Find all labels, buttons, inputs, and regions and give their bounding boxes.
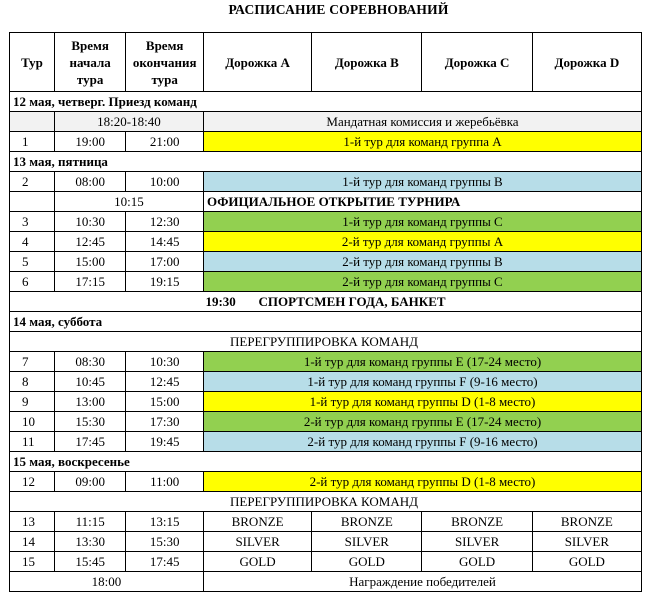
header-lane-c: Дорожка С (422, 33, 532, 92)
end-time: 19:15 (126, 272, 204, 292)
tour-number: 4 (10, 232, 55, 252)
start-time: 10:30 (54, 212, 125, 232)
schedule-table (9, 32, 642, 592)
tour-number: 10 (10, 412, 55, 432)
table-row (10, 392, 642, 412)
end-time: 19:45 (126, 432, 204, 452)
table-row (10, 432, 642, 452)
header-lane-a: Дорожка А (203, 33, 311, 92)
table-row (10, 272, 642, 292)
banquet-time: 19:30 (205, 294, 236, 309)
start-time: 17:15 (54, 272, 125, 292)
lane-a-cell: BRONZE (203, 512, 311, 532)
tour-number: 8 (10, 372, 55, 392)
start-time: 13:30 (54, 532, 125, 552)
tour-cell (10, 112, 55, 132)
end-time: 12:30 (126, 212, 204, 232)
end-time: 10:30 (126, 352, 204, 372)
start-time: 11:15 (54, 512, 125, 532)
event-cell: Мандатная комиссия и жеребьёвка (203, 112, 641, 132)
end-time: 15:00 (126, 392, 204, 412)
event-cell: 2-й тур для команд группы Е (17-24 место) (203, 412, 641, 432)
day-row (10, 152, 642, 172)
start-time: 17:45 (54, 432, 125, 452)
header-end-time: Время окончания тура (126, 33, 204, 92)
tour-number: 13 (10, 512, 55, 532)
start-time: 08:00 (54, 172, 125, 192)
tour-number: 9 (10, 392, 55, 412)
time-cell: 10:15 (54, 192, 203, 212)
end-time: 15:30 (126, 532, 204, 552)
tour-number: 12 (10, 472, 55, 492)
tour-number: 1 (10, 132, 55, 152)
tour-number: 14 (10, 532, 55, 552)
header-tour: Тур (10, 33, 55, 92)
time-cell: 18:20-18:40 (54, 112, 203, 132)
table-row (10, 132, 642, 152)
table-row (10, 412, 642, 432)
event-cell: ОФИЦИАЛЬНОЕ ОТКРЫТИЕ ТУРНИРА (203, 192, 641, 212)
start-time: 12:45 (54, 232, 125, 252)
table-row (10, 212, 642, 232)
tour-cell (10, 192, 55, 212)
table-row (10, 572, 642, 592)
event-cell: Награждение победителей (203, 572, 641, 592)
day-label: 12 мая, четверг. Приезд команд (10, 92, 642, 112)
event-cell: 2-й тур для команд группы В (203, 252, 641, 272)
start-time: 08:30 (54, 352, 125, 372)
header-lane-b: Дорожка В (312, 33, 422, 92)
lane-a-cell: GOLD (203, 552, 311, 572)
tour-number: 6 (10, 272, 55, 292)
end-time: 14:45 (126, 232, 204, 252)
end-time: 11:00 (126, 472, 204, 492)
table-row (10, 552, 642, 572)
table-row (10, 112, 642, 132)
start-time: 09:00 (54, 472, 125, 492)
start-time: 19:00 (54, 132, 125, 152)
start-time: 15:45 (54, 552, 125, 572)
event-cell: 2-й тур для команд группы А (203, 232, 641, 252)
lane-c-cell: SILVER (422, 532, 532, 552)
table-row (10, 472, 642, 492)
tour-number: 3 (10, 212, 55, 232)
lane-d-cell: GOLD (532, 552, 641, 572)
banquet-cell (10, 292, 642, 312)
table-row (10, 532, 642, 552)
banquet-row (10, 292, 642, 312)
table-row (10, 172, 642, 192)
table-row (10, 372, 642, 392)
event-cell: 1-й тур для команд группы В (203, 172, 641, 192)
tour-number: 7 (10, 352, 55, 372)
table-row (10, 512, 642, 532)
regroup-label: ПЕРЕГРУППИРОВКА КОМАНД (10, 332, 642, 352)
lane-b-cell: GOLD (312, 552, 422, 572)
day-label: 15 мая, воскресенье (10, 452, 642, 472)
lane-a-cell: SILVER (203, 532, 311, 552)
event-cell: 1-й тур для команд группы F (9-16 место) (203, 372, 641, 392)
regroup-row (10, 332, 642, 352)
event-cell: 1-й тур для команд группы С (203, 212, 641, 232)
day-label: 14 мая, суббота (10, 312, 642, 332)
lane-b-cell: SILVER (312, 532, 422, 552)
event-cell: 2-й тур для команд группы F (9-16 место) (203, 432, 641, 452)
time-cell: 18:00 (10, 572, 204, 592)
start-time: 15:00 (54, 252, 125, 272)
regroup-row (10, 492, 642, 512)
table-row (10, 252, 642, 272)
table-row (10, 352, 642, 372)
event-cell: 2-й тур для команд группы D (1-8 место) (203, 472, 641, 492)
regroup-label: ПЕРЕГРУППИРОВКА КОМАНД (10, 492, 642, 512)
lane-d-cell: SILVER (532, 532, 641, 552)
event-cell: 2-й тур для команд группы С (203, 272, 641, 292)
lane-b-cell: BRONZE (312, 512, 422, 532)
day-row (10, 452, 642, 472)
page-title: РАСПИСАНИЕ СОРЕВНОВАНИЙ (228, 2, 449, 17)
day-row (10, 312, 642, 332)
event-cell: 1-й тур для команд группа А (203, 132, 641, 152)
event-cell: 1-й тур для команд группы Е (17-24 место) (203, 352, 641, 372)
day-label: 13 мая, пятница (10, 152, 642, 172)
event-cell: 1-й тур для команд группы D (1-8 место) (203, 392, 641, 412)
day-row (10, 92, 642, 112)
start-time: 13:00 (54, 392, 125, 412)
tour-number: 15 (10, 552, 55, 572)
lane-c-cell: GOLD (422, 552, 532, 572)
end-time: 12:45 (126, 372, 204, 392)
end-time: 17:45 (126, 552, 204, 572)
lane-c-cell: BRONZE (422, 512, 532, 532)
table-row (10, 232, 642, 252)
end-time: 10:00 (126, 172, 204, 192)
end-time: 17:00 (126, 252, 204, 272)
end-time: 21:00 (126, 132, 204, 152)
lane-d-cell: BRONZE (532, 512, 641, 532)
tour-number: 5 (10, 252, 55, 272)
table-row (10, 192, 642, 212)
banquet-event: СПОРТСМЕН ГОДА, БАНКЕТ (258, 294, 446, 309)
header-lane-d: Дорожка D (532, 33, 641, 92)
start-time: 10:45 (54, 372, 125, 392)
tour-number: 2 (10, 172, 55, 192)
header-row (10, 33, 642, 92)
end-time: 13:15 (126, 512, 204, 532)
tour-number: 11 (10, 432, 55, 452)
start-time: 15:30 (54, 412, 125, 432)
header-start-time: Время начала тура (54, 33, 125, 92)
end-time: 17:30 (126, 412, 204, 432)
